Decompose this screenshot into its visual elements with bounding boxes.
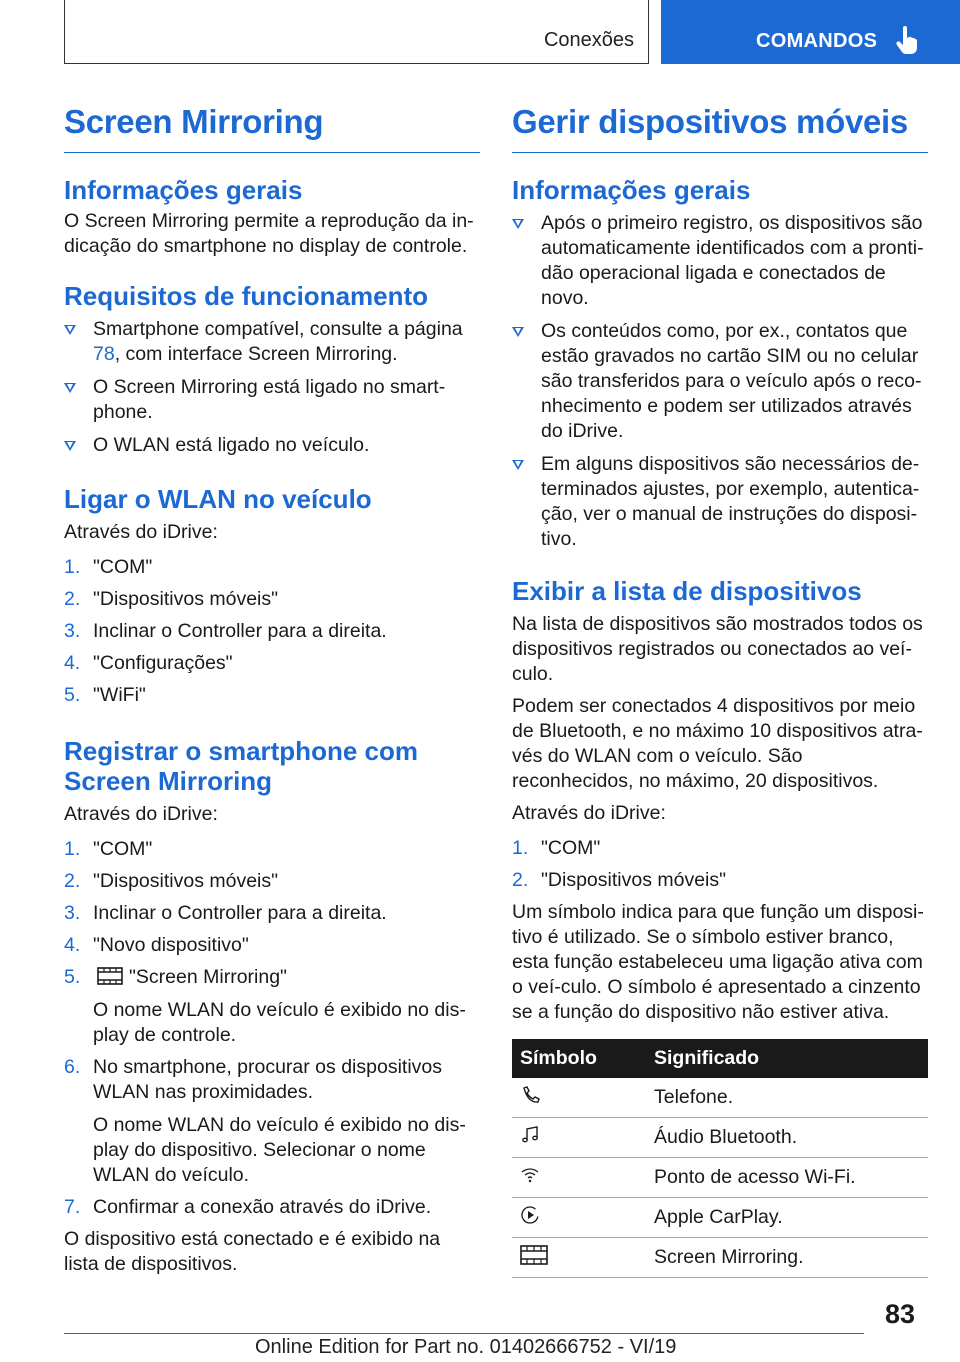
general-info-text: O Screen Mirroring permite a reprodução da in-dicação do smartphone no display de controle. xyxy=(64,210,474,257)
list-item-text: Após o primeiro registro, os dispositivos são automaticamente identificados com a pronti-dão operacional ligada e conectados de novo. xyxy=(541,212,924,309)
wlan-intro: Através do iDrive: xyxy=(64,521,218,543)
section-label: Conexões xyxy=(543,29,634,51)
page-title-screen-mirroring: Screen Mirroring xyxy=(64,100,480,153)
step-number: 1. xyxy=(64,838,81,860)
pointing-hand-icon xyxy=(896,26,918,54)
device-list-steps xyxy=(512,836,928,893)
step-text: No smartphone, procurar os dispositivos WLAN nas proximidades. xyxy=(93,1056,442,1103)
heading-general-info: Informações gerais xyxy=(64,175,303,205)
step-item xyxy=(64,683,480,708)
column-header-meaning: Significado xyxy=(646,1039,928,1078)
step-item xyxy=(64,619,480,644)
list-item xyxy=(512,211,928,311)
step-number: 2. xyxy=(64,588,81,610)
general-info-list xyxy=(512,211,928,552)
triangle-bullet-icon xyxy=(64,441,76,451)
requirements-list xyxy=(64,317,480,458)
list-item xyxy=(64,317,480,367)
symbol-explanation: Um símbolo indica para que função um disposi-tivo é utilizado. Se o símbolo estiver branco, esta função estabeleceu uma ligação ativa com o veí-culo. O símbolo é apresentado a cinzento se a função do dispositivo não estiver ativa. xyxy=(512,901,924,1023)
step-note: O nome WLAN do veículo é exibido no dis-play do dispositivo. Selecionar o nome WLAN do veículo. xyxy=(93,1114,466,1186)
table-cell-icon xyxy=(512,1158,646,1198)
symbol-table xyxy=(512,1039,928,1278)
heading-requirements: Requisitos de funcionamento xyxy=(64,281,429,311)
page-link[interactable]: 78 xyxy=(93,343,115,365)
step-text: Inclinar o Controller para a direita. xyxy=(93,620,387,642)
list-item xyxy=(512,319,928,444)
device-list-text-2: Podem ser conectados 4 dispositivos por meio de Bluetooth, e no máximo 10 dispositivos atra-vés do WLAN com o veículo. São reconhecidos, no máximo, 20 dispositivos. xyxy=(512,695,923,792)
step-number: 1. xyxy=(64,556,81,578)
step-item xyxy=(64,1055,480,1188)
table-cell-icon xyxy=(512,1238,646,1278)
table-header-row xyxy=(512,1039,928,1078)
list-item-text: O WLAN está ligado no veículo. xyxy=(93,434,370,456)
step-note: O nome WLAN do veículo é exibido no dis-play de controle. xyxy=(93,999,466,1046)
heading-device-list: Exibir a lista de dispositivos xyxy=(512,576,862,606)
step-text: "Novo dispositivo" xyxy=(93,934,249,956)
footer-edition: Online Edition for Part no. 01402666752 - VI/19 xyxy=(255,1336,677,1358)
closing-text: O dispositivo está conectado e é exibido na lista de dispositivos. xyxy=(64,1228,441,1275)
step-text: "Dispositivos móveis" xyxy=(541,869,727,891)
wifi-icon xyxy=(520,1165,540,1185)
step-item xyxy=(64,1195,480,1220)
heading-register-smartphone: Registrar o smartphone com Screen Mirroring xyxy=(64,736,418,796)
list-item-text: , com interface Screen Mirroring. xyxy=(114,343,398,365)
triangle-bullet-icon xyxy=(64,325,76,335)
register-intro: Através do iDrive: xyxy=(64,803,218,825)
wlan-steps xyxy=(64,555,480,708)
table-cell-meaning: Áudio Bluetooth. xyxy=(646,1118,928,1158)
footer-divider xyxy=(64,1333,864,1334)
triangle-bullet-icon xyxy=(512,219,524,229)
step-text: "COM" xyxy=(93,838,153,860)
table-cell-icon xyxy=(512,1198,646,1238)
triangle-bullet-icon xyxy=(512,327,524,337)
step-item xyxy=(64,587,480,612)
screen-mirroring-icon xyxy=(97,967,123,985)
step-number: 1. xyxy=(512,837,529,859)
table-row xyxy=(512,1198,928,1238)
step-number: 3. xyxy=(64,620,81,642)
device-list-text-1: Na lista de dispositivos são mostrados todos os dispositivos registrados ou conectados ao veí-culo. xyxy=(512,613,923,685)
triangle-bullet-icon xyxy=(512,460,524,470)
list-item xyxy=(64,433,480,458)
column-header-symbol: Símbolo xyxy=(512,1039,646,1078)
step-number: 3. xyxy=(64,902,81,924)
step-item xyxy=(512,868,928,893)
right-column xyxy=(512,100,928,1278)
step-item xyxy=(64,933,480,958)
table-cell-meaning: Screen Mirroring. xyxy=(646,1238,928,1278)
step-item xyxy=(64,901,480,926)
step-item xyxy=(64,869,480,894)
step-item xyxy=(64,651,480,676)
step-number: 2. xyxy=(64,870,81,892)
step-number: 7. xyxy=(64,1196,81,1218)
table-cell-meaning: Ponto de acesso Wi-Fi. xyxy=(646,1158,928,1198)
music-note-icon xyxy=(520,1125,540,1145)
list-item-text: O Screen Mirroring está ligado no smart-phone. xyxy=(93,376,446,423)
left-column xyxy=(64,100,480,1277)
table-row xyxy=(512,1078,928,1118)
phone-icon xyxy=(520,1085,540,1105)
table-cell-icon xyxy=(512,1118,646,1158)
device-list-intro: Através do iDrive: xyxy=(512,802,666,824)
list-item-text: Em alguns dispositivos são necessários de-terminados ajustes, por exemplo, autentica-ção, ver o manual de instruções do disposi-tivo. xyxy=(541,453,920,550)
step-number: 2. xyxy=(512,869,529,891)
heading-wlan-on: Ligar o WLAN no veículo xyxy=(64,484,372,514)
chapter-tab xyxy=(661,0,960,64)
step-text: "WiFi" xyxy=(93,684,146,706)
chapter-label: COMANDOS xyxy=(756,30,878,52)
step-number: 5. xyxy=(64,966,81,988)
screen-mirroring-icon xyxy=(520,1245,548,1265)
page-number: 83 xyxy=(885,1299,916,1329)
triangle-bullet-icon xyxy=(64,383,76,393)
page-title-manage-devices: Gerir dispositivos móveis xyxy=(512,100,928,153)
step-text: Confirmar a conexão através do iDrive. xyxy=(93,1196,432,1218)
list-item xyxy=(64,375,480,425)
step-text: "Dispositivos móveis" xyxy=(93,588,279,610)
list-item-text: Os conteúdos como, por ex., contatos que estão gravados no cartão SIM ou no celular são transferidos para o veículo após o reco-nhecimento e podem ser utilizados através do iDrive. xyxy=(541,320,922,442)
step-item xyxy=(64,555,480,580)
step-item xyxy=(64,837,480,862)
step-text: "Dispositivos móveis" xyxy=(93,870,279,892)
step-text: "COM" xyxy=(541,837,601,859)
table-cell-icon xyxy=(512,1078,646,1118)
section-tab xyxy=(64,0,649,64)
step-item xyxy=(512,836,928,861)
table-row xyxy=(512,1118,928,1158)
table-cell-meaning: Telefone. xyxy=(646,1078,928,1118)
step-number: 4. xyxy=(64,652,81,674)
heading-general-info: Informações gerais xyxy=(512,175,751,205)
step-number: 6. xyxy=(64,1056,81,1078)
list-item-text: Smartphone compatível, consulte a página xyxy=(93,318,463,340)
step-text: "Screen Mirroring" xyxy=(129,966,287,988)
table-cell-meaning: Apple CarPlay. xyxy=(646,1198,928,1238)
table-row xyxy=(512,1238,928,1278)
step-text: Inclinar o Controller para a direita. xyxy=(93,902,387,924)
carplay-icon xyxy=(520,1205,540,1225)
table-row xyxy=(512,1158,928,1198)
list-item xyxy=(512,452,928,552)
step-number: 4. xyxy=(64,934,81,956)
step-item xyxy=(64,965,480,1048)
step-text: "Configurações" xyxy=(93,652,233,674)
step-number: 5. xyxy=(64,684,81,706)
register-steps xyxy=(64,837,480,1220)
step-text: "COM" xyxy=(93,556,153,578)
